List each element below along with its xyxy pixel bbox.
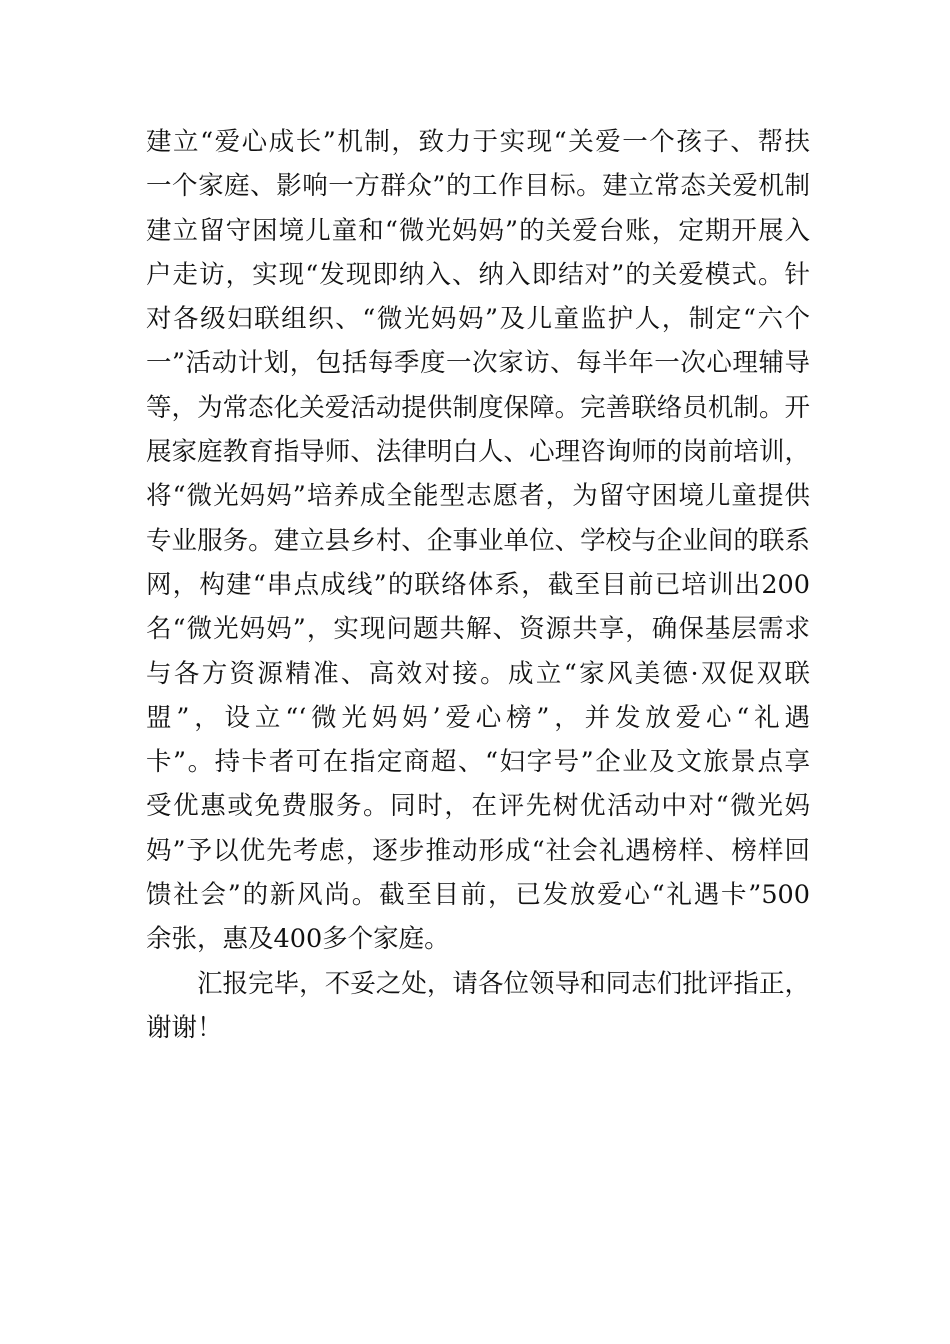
text-line: 与各方资源精准、高效对接。成立“家风美德·双促双联 <box>146 658 810 689</box>
text-line: 余张，惠及400多个家庭。 <box>146 924 450 955</box>
text-line: 妈”予以优先考虑，逐步推动形成“社会礼遇榜样、榜样回 <box>146 835 810 866</box>
text-line: 受优惠或免费服务。同时，在评先树优活动中对“微光妈 <box>146 791 810 822</box>
paragraph-2 <box>146 962 810 1051</box>
text-line: 谢谢！ <box>146 1012 223 1043</box>
text-line: 一个家庭、影响一方群众”的工作目标。建立常态关爱机制 <box>146 171 810 202</box>
text-line: 专业服务。建立县乡村、企事业单位、学校与企业间的联系 <box>146 525 810 556</box>
document-body <box>146 120 810 1050</box>
text-line: 名“微光妈妈”，实现问题共解、资源共享，确保基层需求 <box>146 614 810 645</box>
text-line: 建立留守困境儿童和“微光妈妈”的关爱台账，定期开展入 <box>146 215 810 246</box>
text-line: 建立“爱心成长”机制，致力于实现“关爱一个孩子、帮扶 <box>146 127 810 157</box>
text-line: 将“微光妈妈”培养成全能型志愿者，为留守困境儿童提供 <box>146 481 810 512</box>
text-line: 一”活动计划，包括每季度一次家访、每半年一次心理辅导 <box>146 348 810 379</box>
text-line: 网，构建“串点成线”的联络体系，截至目前已培训出200 <box>146 569 810 600</box>
paragraph-1 <box>146 120 810 962</box>
text-line: 等，为常态化关爱活动提供制度保障。完善联络员机制。开 <box>146 392 810 423</box>
text-line: 汇报完毕，不妥之处，请各位领导和同志们批评指正， <box>197 968 810 999</box>
text-line: 馈社会”的新风尚。截至目前，已发放爱心“礼遇卡”500 <box>146 880 810 911</box>
text-line: 卡”。持卡者可在指定商超、“妇字号”企业及文旅景点享 <box>146 747 810 778</box>
text-line: 盟”，设立“‘微光妈妈’爱心榜”，并发放爱心“礼遇 <box>146 702 810 733</box>
text-line: 对各级妇联组织、“微光妈妈”及儿童监护人，制定“六个 <box>146 304 810 335</box>
text-line: 户走访，实现“发现即纳入、纳入即结对”的关爱模式。针 <box>146 259 810 290</box>
text-line: 展家庭教育指导师、法律明白人、心理咨询师的岗前培训， <box>146 437 810 468</box>
